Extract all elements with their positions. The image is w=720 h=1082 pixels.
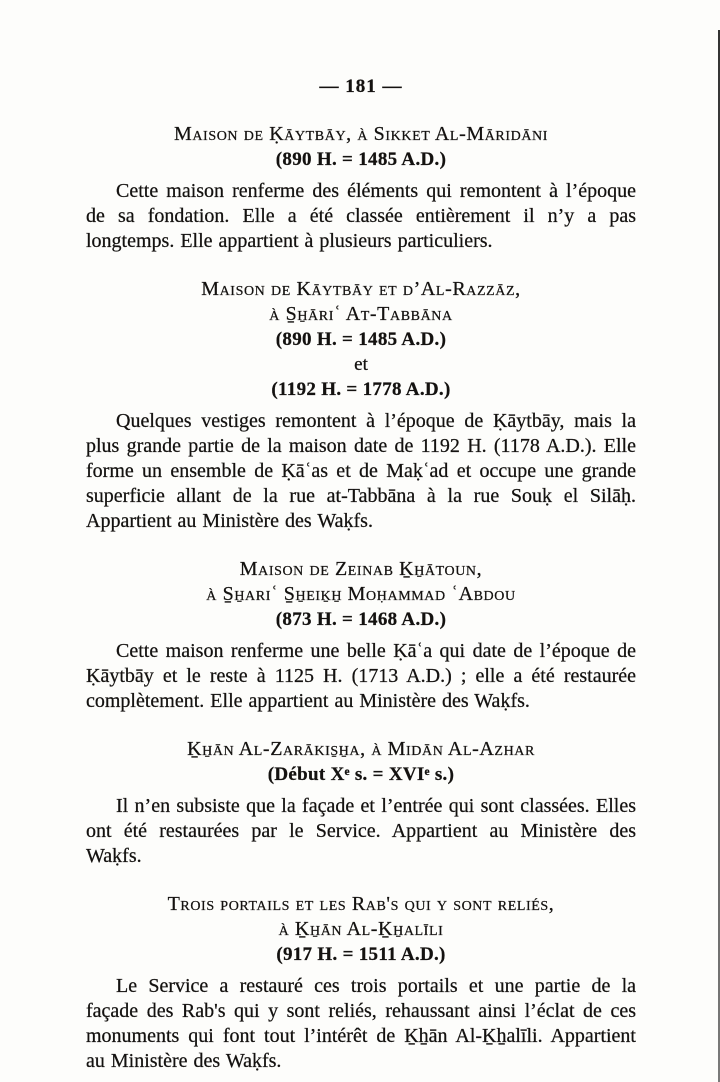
section-khan-al-zarakisha bbox=[86, 737, 636, 869]
section-paragraph: Il n’en subsiste que la façade et l’entrée qui sont classées. Elles ont été restaurées par le Service. Appartient au Ministère des Waḳfs. bbox=[86, 795, 636, 867]
section-heading bbox=[86, 277, 636, 402]
section-title-line: à S̱ẖāriʿ At-Tabbāna bbox=[269, 303, 453, 325]
section-heading bbox=[86, 892, 636, 967]
section-date-line: (Début Xᵉ s. = XVIᵉ s.) bbox=[267, 764, 455, 785]
section-title-line: à S̱ẖariʿ S̱ẖeiḵẖ Moḥammad ʿAbdou bbox=[206, 583, 516, 605]
section-date-line: (890 H. = 1485 A.D.) bbox=[275, 149, 447, 170]
section-maison-kaytbay-sikket-al-maridani bbox=[86, 122, 636, 254]
section-title-line: Ḵẖān Al-Zarākis̱ẖa, à Midān Al-Azhar bbox=[187, 738, 535, 760]
section-heading bbox=[86, 122, 636, 172]
section-maison-zeinab-khatoun bbox=[86, 557, 636, 714]
section-date-line: (890 H. = 1485 A.D.) bbox=[275, 329, 447, 350]
section-title-line: à Ḵẖān Al-Ḵẖalīli bbox=[278, 918, 444, 940]
section-title-line: Trois portails et les Rab's qui y sont reliés, bbox=[167, 893, 555, 915]
section-title-line: Maison de Zeinab Ḵẖātoun, bbox=[239, 558, 483, 580]
section-heading bbox=[86, 737, 636, 787]
section-date-line: (917 H. = 1511 A.D.) bbox=[276, 944, 446, 965]
section-title-line: Maison de Kāytbāy et d’Al-Razzāz, bbox=[201, 278, 521, 300]
page-number: — 181 — bbox=[319, 76, 403, 97]
section-paragraph: Cette maison renferme une belle Ḳāʿa qui date de l’époque de Ḳāytbāy et le reste à 1125 H. (1713 A.D.) ; elle a été restaurée complètement. Elle appartient au Ministère des Waḳfs. bbox=[86, 640, 636, 712]
section-et-line: et bbox=[354, 354, 368, 375]
section-title-line: Maison de Ḳāytbāy, à Sikket Al-Māridāni bbox=[173, 123, 549, 145]
section-paragraph: Cette maison renferme des éléments qui remontent à l’époque de sa fondation. Elle a été classée entièrement il n’y a pas longtemps. Elle appartient à plusieurs particuliers. bbox=[86, 180, 636, 252]
section-heading bbox=[86, 557, 636, 632]
section-trois-portails-khan-al-khalili bbox=[86, 892, 636, 1074]
section-paragraph: Quelques vestiges remontent à l’époque de Ḳāytbāy, mais la plus grande partie de la maison date de 1192 H. (1178 A.D.). Elle forme un ensemble de Ḳāʿas et de Maḳʿad et occupe une grande superficie allant de la rue at-Tabbāna à la rue Souḳ el Silāḥ. Appartient au Ministère des Waḳfs. bbox=[86, 410, 636, 532]
section-paragraph: Le Service a restauré ces trois portails et une partie de la façade des Rab's qui y sont reliés, rehaussant ainsi l’éclat de ces monuments qui font tout l’intérêt de Ḵẖān Al-Ḵẖalīli. Appartient au Ministère des Waḳfs. bbox=[86, 975, 636, 1072]
section-date-line: (873 H. = 1468 A.D.) bbox=[275, 609, 447, 630]
section-maison-kaytbay-al-razzaz bbox=[86, 277, 636, 534]
section-date-line: (1192 H. = 1778 A.D.) bbox=[271, 379, 451, 400]
